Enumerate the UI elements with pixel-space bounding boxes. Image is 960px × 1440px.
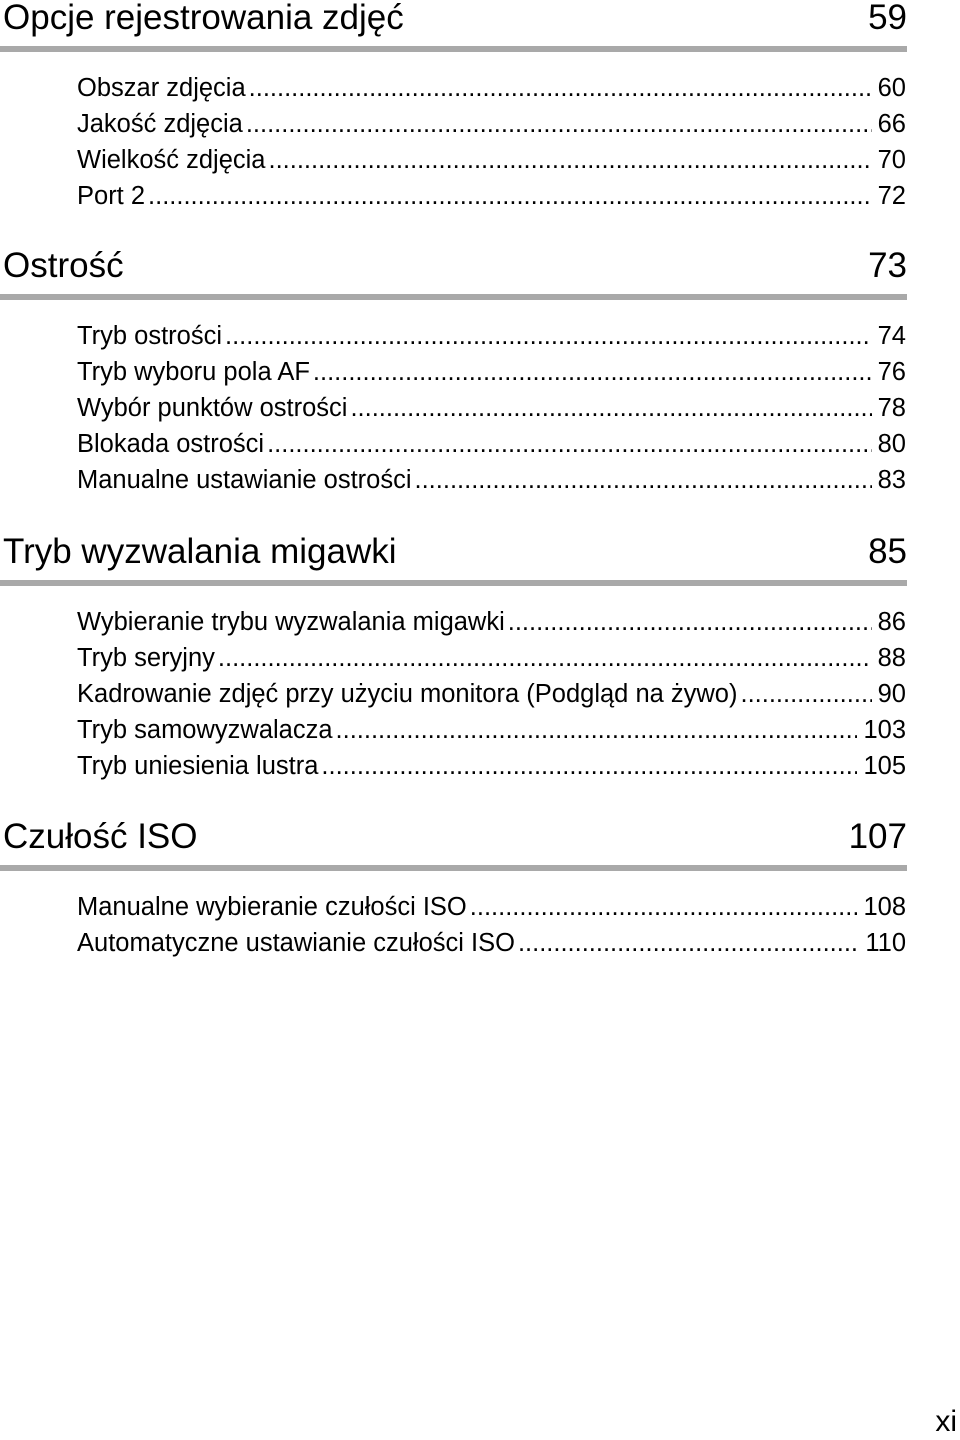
toc-entry[interactable] xyxy=(77,106,906,142)
section-header xyxy=(0,0,907,38)
toc-entry-title: Blokada ostrości xyxy=(77,430,265,458)
toc-entry-list xyxy=(77,604,906,784)
toc-entry-page: 110 xyxy=(865,929,906,957)
toc-entry[interactable] xyxy=(77,712,906,748)
toc-entry-list xyxy=(77,889,906,961)
toc-entry[interactable] xyxy=(77,462,906,498)
section-divider xyxy=(0,46,907,52)
section-title[interactable]: Opcje rejestrowania zdjęć xyxy=(3,0,404,37)
toc-entry-page: 83 xyxy=(877,466,906,494)
dot-leader xyxy=(267,426,872,462)
toc-entry-page: 70 xyxy=(877,146,906,174)
section-page-number[interactable]: 85 xyxy=(868,532,907,571)
section-divider xyxy=(0,294,907,300)
toc-entry[interactable] xyxy=(77,318,906,354)
toc-entry-title: Kadrowanie zdjęć przy użyciu monitora (Podgląd na żywo) xyxy=(77,680,738,708)
toc-section xyxy=(0,532,960,780)
toc-entry-title: Obszar zdjęcia xyxy=(77,74,246,102)
section-title[interactable]: Czułość ISO xyxy=(3,817,198,856)
toc-entry-page: 72 xyxy=(877,182,906,210)
toc-entry-page: 74 xyxy=(877,322,906,350)
dot-leader xyxy=(336,712,858,748)
dot-leader xyxy=(313,354,872,390)
page-folio: xi xyxy=(935,1405,957,1438)
toc-entry-page: 86 xyxy=(877,608,906,636)
toc-entry-page: 90 xyxy=(877,680,906,708)
dot-leader xyxy=(225,318,872,354)
toc-entry-title: Tryb uniesienia lustra xyxy=(77,752,319,780)
toc-entry[interactable] xyxy=(77,354,906,390)
toc-section xyxy=(0,246,960,494)
toc-entry-page: 80 xyxy=(877,430,906,458)
section-page-number[interactable]: 59 xyxy=(868,0,907,37)
toc-entry-title: Jakość zdjęcia xyxy=(77,110,243,138)
toc-entry[interactable] xyxy=(77,70,906,106)
toc-entry-list xyxy=(77,70,906,214)
toc-entry-title: Wielkość zdjęcia xyxy=(77,146,266,174)
toc-entry-title: Tryb ostrości xyxy=(77,322,222,350)
toc-section xyxy=(0,0,960,210)
toc-entry[interactable] xyxy=(77,178,906,214)
dot-leader xyxy=(268,142,871,178)
toc-entry[interactable] xyxy=(77,889,906,925)
dot-leader xyxy=(246,106,872,142)
toc-entry-page: 88 xyxy=(877,644,906,672)
toc-entry-title: Automatyczne ustawianie czułości ISO xyxy=(77,929,515,957)
toc-entry-title: Wybieranie trybu wyzwalania migawki xyxy=(77,608,505,636)
toc-entry-title: Manualne ustawianie ostrości xyxy=(77,466,412,494)
toc-entry-page: 105 xyxy=(863,752,906,780)
toc-entry-list xyxy=(77,318,906,498)
toc-entry-title: Manualne wybieranie czułości ISO xyxy=(77,893,467,921)
toc-entry[interactable] xyxy=(77,426,906,462)
toc-entry-page: 78 xyxy=(877,394,906,422)
dot-leader xyxy=(350,390,871,426)
section-header xyxy=(0,532,907,572)
toc-entry-title: Tryb seryjny xyxy=(77,644,215,672)
section-header xyxy=(0,246,907,286)
dot-leader xyxy=(148,178,872,214)
toc-section xyxy=(0,817,960,957)
dot-leader xyxy=(741,676,872,712)
toc-entry[interactable] xyxy=(77,142,906,178)
toc-entry-title: Wybór punktów ostrości xyxy=(77,394,348,422)
toc-entry[interactable] xyxy=(77,676,906,712)
dot-leader xyxy=(218,640,872,676)
section-title[interactable]: Tryb wyzwalania migawki xyxy=(3,532,397,571)
toc-entry[interactable] xyxy=(77,640,906,676)
toc-entry-page: 76 xyxy=(877,358,906,386)
section-divider xyxy=(0,865,907,871)
section-title[interactable]: Ostrość xyxy=(3,246,124,285)
toc-entry[interactable] xyxy=(77,604,906,640)
toc-entry-page: 60 xyxy=(877,74,906,102)
toc-entry-page: 103 xyxy=(863,716,906,744)
toc-entry-title: Tryb wyboru pola AF xyxy=(77,358,310,386)
toc-entry[interactable] xyxy=(77,390,906,426)
toc-entry-page: 108 xyxy=(863,893,906,921)
dot-leader xyxy=(518,925,859,961)
dot-leader xyxy=(470,889,858,925)
toc-entry-title: Tryb samowyzwalacza xyxy=(77,716,333,744)
toc-entry[interactable] xyxy=(77,925,906,961)
dot-leader xyxy=(415,462,872,498)
toc-entry-page: 66 xyxy=(877,110,906,138)
section-divider xyxy=(0,580,907,586)
toc-entry-title: Port 2 xyxy=(77,182,146,210)
dot-leader xyxy=(249,70,872,106)
section-header xyxy=(0,817,907,857)
section-page-number[interactable]: 73 xyxy=(868,246,907,285)
dot-leader xyxy=(321,748,857,784)
toc-entry[interactable] xyxy=(77,748,906,784)
dot-leader xyxy=(508,604,872,640)
section-page-number[interactable]: 107 xyxy=(848,817,907,856)
